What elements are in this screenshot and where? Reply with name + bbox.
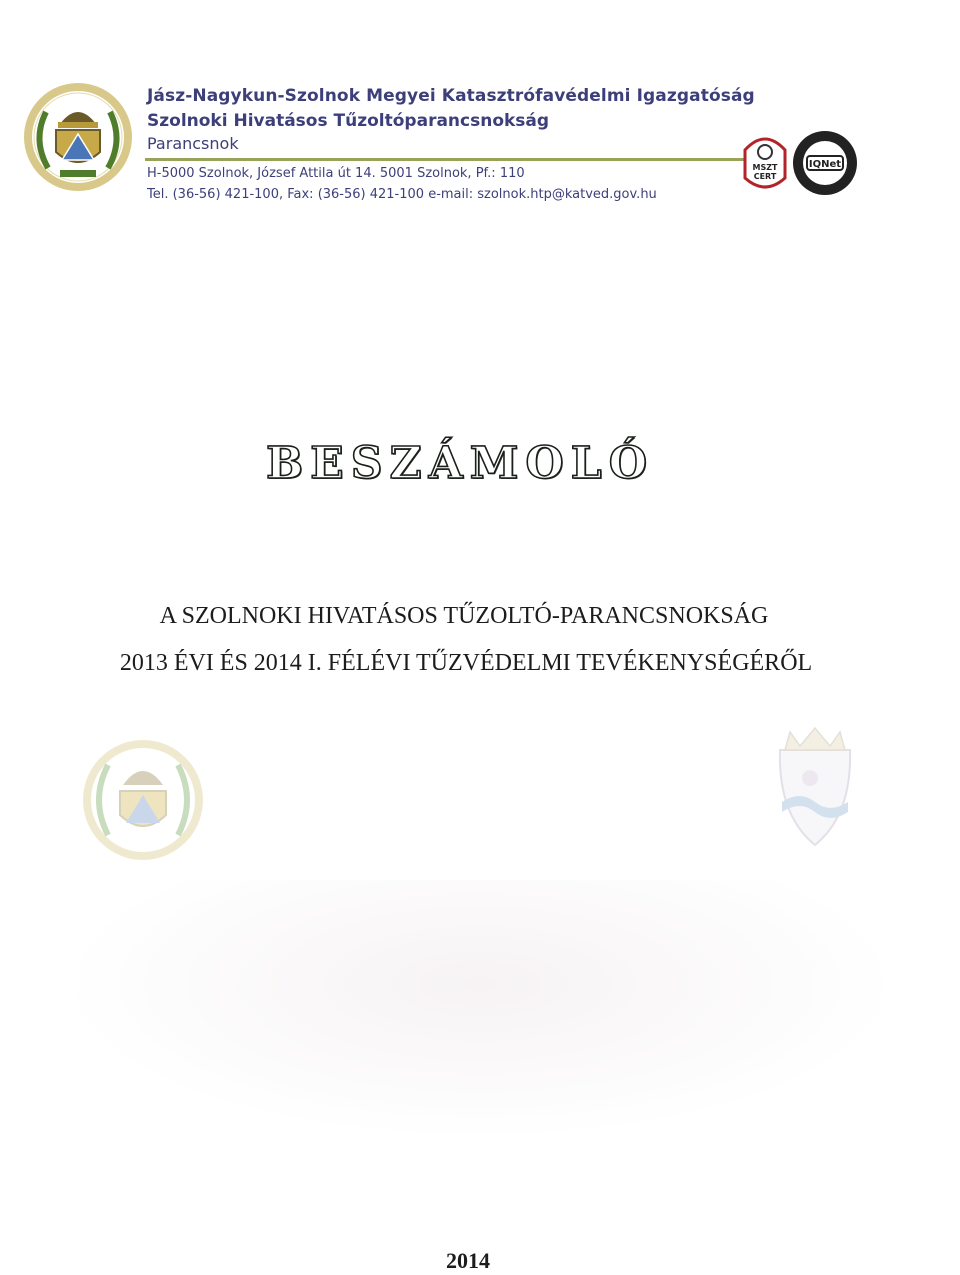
watermark-city-crest-icon <box>760 720 870 860</box>
iqnet-cert-icon <box>790 128 860 198</box>
role-name: Parancsnok <box>147 134 239 153</box>
contact-line: Tel. (36-56) 421-100, Fax: (36-56) 421-100 e-mail: szolnok.htp@katved.gov.hu <box>147 187 657 202</box>
organization-name: Jász-Nagykun-Szolnok Megyei Katasztrófavédelmi Igazgatóság <box>147 86 755 106</box>
department-name: Szolnoki Hivatásos Tűzoltóparancsnokság <box>147 111 550 131</box>
fire-service-emblem-icon <box>18 80 138 195</box>
subtitle-organization: A SZOLNOKI HIVATÁSOS TŰZOLTÓ-PARANCSNOKSÁG <box>159 603 769 629</box>
document-year: 2014 <box>446 1248 490 1273</box>
watermark-emblem-icon <box>78 735 208 865</box>
svg-text:MSZT: MSZT <box>752 163 778 172</box>
header-divider <box>145 158 750 161</box>
svg-text:CERT: CERT <box>753 172 777 181</box>
faded-background-image <box>60 880 900 1140</box>
subtitle-period: 2013 ÉVI ÉS 2014 I. FÉLÉVI TŰZVÉDELMI TEVÉKENYSÉGÉRŐL <box>119 650 813 676</box>
mszt-cert-icon <box>740 130 790 200</box>
postal-address: H-5000 Szolnok, József Attila út 14. 5001 Szolnok, Pf.: 110 <box>147 166 525 181</box>
svg-text:IQNet: IQNet <box>808 159 842 170</box>
document-title: BESZÁMOLÓ <box>265 438 655 489</box>
